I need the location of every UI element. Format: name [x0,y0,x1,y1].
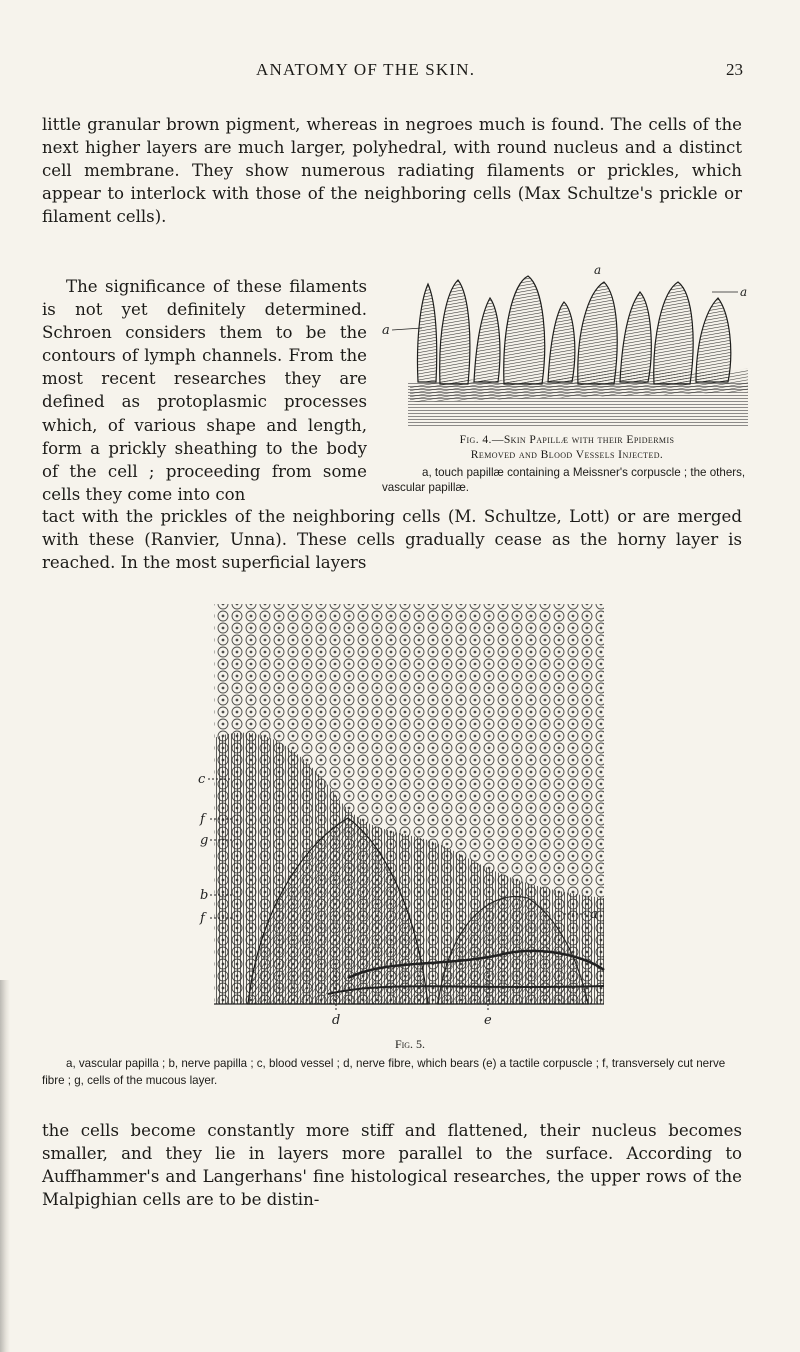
fig5-label-g: g [200,833,209,848]
running-head: ANATOMY OF THE SKIN. [256,60,476,79]
fig5-label-e: e [484,1013,492,1028]
figure-4-caption: a, touch papillæ containing a Meissner's corpuscle ; the others, vascular papillæ. [382,466,746,494]
body-paragraph-2-tail: tact with the prickles of the neighboring cells (M. Schultze, Lott) or are merged with these (Ranvier, Unna). These cells gradually cease as the horny layer is reached. In the most superficial layers [42,507,742,573]
page-number: 23 [726,60,743,79]
figure-5-caption: a, vascular papilla ; b, nerve papilla ; c, blood vessel ; d, nerve fibre, which bears (e) a tactile corpuscle ; f, transversely cut nerve fibre ; g, cells of the mucous layer. [42,1057,726,1087]
body-paragraph-1: little granular brown pigment, whereas in negroes much is found. The cells of the next higher layers are much larger, polyhedral, with round nucleus and a distinct cell membrane. They show numerous radiating filaments or prickles, which appear to interlock with those of the neighboring cells (Max Schultze's prickle or filament cells). [42,115,742,227]
figure-4-title [382,432,752,462]
figure-4-title-line-1: Fig. 4.—Skin Papillæ with their Epidermis [459,433,675,446]
fig5-label-f-lower: f [200,911,205,926]
fig5-label-f-upper: f [200,812,205,827]
fig4-label-a-right: a [740,285,748,299]
fig4-label-a-left: a [382,323,390,338]
fig5-label-c: c [198,772,206,787]
fig5-label-d: d [332,1013,341,1028]
figure-4-title-line-2: Removed and Blood Vessels Injected. [470,448,664,461]
body-paragraph-3: the cells become constantly more stiff and flattened, their nucleus becomes smaller, and they lie in layers more parallel to the surface. According to Auffhammer's and Langerhans' fine histological researches, the upper rows of the Malpighian cells are to be distin- [42,1121,742,1210]
binding-shadow [0,980,10,1352]
body-paragraph-2-wrapped: The significance of these filaments is not yet definitely determined. Schroen considers them to be the contours of lymph channels. From the most recent researches they are defined as protoplasmic processes which, of various shape and length, form a prickly sheathing to the body of the cell ; proceeding from some cells they come into con [42,277,367,504]
fig4-label-a-top: a [594,263,602,277]
fig5-label-a: a [590,907,598,922]
fig5-label-b: b [200,888,209,903]
figure-5-illustration [188,598,608,1028]
figure-5-title: Fig. 5. [394,1037,426,1051]
figure-4-illustration [378,262,758,432]
